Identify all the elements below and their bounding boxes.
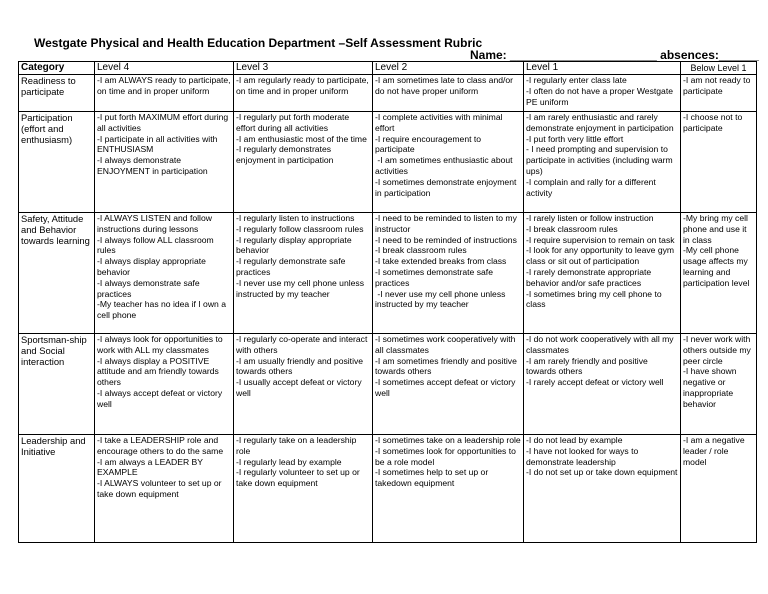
criteria-cell-below-level-1 — [681, 334, 757, 435]
category-cell: Safety, Attitude and Behavior towards learning — [19, 213, 95, 334]
criteria-line: -I ALWAYS volunteer to set up or take down equipment — [97, 478, 224, 499]
criteria-cell-level-2 — [373, 435, 524, 543]
table-row — [19, 75, 757, 112]
column-header-below-level-1: Below Level 1 — [681, 62, 757, 75]
criteria-cell-level-4 — [95, 75, 234, 112]
criteria-line: -I am rarely friendly and positive towards others — [526, 355, 651, 377]
criteria-line: -I sometimes help to set up or takedown equipment — [375, 467, 491, 489]
criteria-line: -I rarely listen or follow instruction — [526, 213, 654, 223]
table-row — [19, 435, 757, 543]
criteria-line: -I sometimes look for opportunities to be a role model — [375, 445, 519, 467]
criteria-cell-level-4 — [95, 213, 234, 334]
criteria-line: -I break classroom rules — [526, 223, 618, 234]
criteria-line: -I do not work cooperatively with all my classmates — [526, 334, 676, 355]
criteria-line: -I always demonstrate ENJOYMENT in participation — [97, 155, 208, 176]
criteria-line: -I sometimes take on a leadership role — [375, 435, 521, 445]
criteria-line: -I have not looked for ways to demonstrate leadership — [526, 445, 641, 467]
rubric-table — [18, 61, 757, 543]
criteria-cell-level-3 — [234, 435, 373, 543]
column-header-level-1: Level 1 — [524, 62, 681, 75]
criteria-cell-below-level-1 — [681, 112, 757, 213]
criteria-line: -I require supervision to remain on task — [526, 234, 675, 245]
column-header-category: Category — [19, 62, 95, 75]
criteria-cell-level-4 — [95, 334, 234, 435]
criteria-line: -I sometimes work cooperatively with all classmates — [375, 334, 518, 355]
criteria-line: -I am regularly ready to participate, on time and in proper uniform — [236, 75, 372, 96]
criteria-cell-level-3 — [234, 112, 373, 213]
criteria-cell-below-level-1 — [681, 435, 757, 543]
criteria-line: -I look for any opportunity to leave gym class or sit out of participation — [526, 245, 677, 267]
criteria-cell-level-2 — [373, 213, 524, 334]
criteria-line: -I am sometimes friendly and positive towards others — [375, 355, 520, 377]
criteria-line: -I am ALWAYS ready to participate, on time and in proper uniform — [97, 75, 233, 96]
criteria-line: -I participate in all activities with ENTHUSIASM — [97, 133, 220, 155]
criteria-line: -I need to be reminded of instructions — [375, 234, 517, 245]
criteria-cell-level-3 — [234, 75, 373, 112]
criteria-line: -I take a LEADERSHIP role and encourage others to do the same — [97, 435, 224, 456]
criteria-cell-level-4 — [95, 112, 234, 213]
criteria-line: -I regularly volunteer to set up or take down equipment — [236, 467, 363, 489]
category-cell: Leadership and Initiative — [19, 435, 95, 543]
criteria-line: -I am sometimes late to class and/or do not have proper uniform — [375, 75, 516, 96]
criteria-line: -I regularly follow classroom rules — [236, 223, 364, 234]
criteria-line: -I complain and rally for a different activity — [526, 176, 659, 198]
criteria-line: -I have shown negative or inappropriate behavior — [683, 366, 739, 409]
criteria-cell-level-1 — [524, 213, 681, 334]
name-absences-line: Name: ______________________ absences:______ — [470, 48, 759, 62]
criteria-line: -I need to be reminded to listen to my instructor — [375, 213, 520, 234]
criteria-cell-level-2 — [373, 112, 524, 213]
column-header-level-4: Level 4 — [95, 62, 234, 75]
criteria-line: -I always follow ALL classroom rules — [97, 234, 217, 256]
criteria-line: -I regularly lead by example — [236, 456, 342, 467]
criteria-line: -I regularly take on a leadership role — [236, 435, 359, 456]
criteria-cell-level-3 — [234, 213, 373, 334]
criteria-line: -I am rarely enthusiastic and rarely demonstrate enjoyment in participation — [526, 112, 674, 133]
criteria-cell-below-level-1 — [681, 75, 757, 112]
criteria-line: -I am sometimes enthusiastic about activities — [375, 155, 515, 176]
criteria-line: -I regularly display appropriate behavior — [236, 234, 354, 256]
table-row — [19, 334, 757, 435]
criteria-line: -I always accept defeat or victory well — [97, 387, 225, 409]
criteria-line: -I regularly demonstrate safe practices — [236, 256, 348, 277]
criteria-line: -I am a negative leader / role model — [683, 435, 748, 467]
criteria-line: -I always display appropriate behavior — [97, 256, 209, 277]
criteria-cell-below-level-1 — [681, 213, 757, 334]
category-cell: Participation (effort and enthusiasm) — [19, 112, 95, 213]
criteria-cell-level-3 — [234, 334, 373, 435]
category-cell: Readiness to participate — [19, 75, 95, 112]
criteria-line: -I put forth very little effort — [526, 133, 624, 144]
criteria-line: -I break classroom rules — [375, 245, 467, 256]
criteria-line: -I ALWAYS LISTEN and follow instructions during lessons — [97, 213, 215, 234]
criteria-line: -I always look for opportunities to work with ALL my classmates — [97, 334, 226, 355]
criteria-line: -I am always a LEADER BY EXAMPLE — [97, 456, 206, 478]
table-row — [19, 213, 757, 334]
criteria-line: -I usually accept defeat or victory well — [236, 377, 365, 398]
criteria-line: -I rarely accept defeat or victory well — [526, 377, 664, 388]
criteria-line: -I am usually friendly and positive towards others — [236, 355, 366, 377]
criteria-line: -I complete activities with minimal effort — [375, 112, 505, 133]
criteria-line: - I need prompting and supervision to participate in activities (including warm ups) — [526, 144, 676, 176]
rubric-title: Westgate Physical and Health Education Department –Self Assessment Rubric — [34, 36, 483, 50]
criteria-line: -I regularly put forth moderate effort during all activities — [236, 112, 352, 133]
criteria-line: -I never use my cell phone unless instructed by my teacher — [375, 288, 508, 310]
table-header-row — [19, 62, 757, 75]
column-header-level-2: Level 2 — [373, 62, 524, 75]
criteria-cell-level-1 — [524, 334, 681, 435]
criteria-line: -I regularly co-operate and interact with others — [236, 334, 370, 355]
criteria-cell-level-4 — [95, 435, 234, 543]
criteria-line: -I regularly demonstrates enjoyment in participation — [236, 144, 334, 166]
criteria-line: -I choose not to participate — [683, 112, 745, 133]
criteria-cell-level-1 — [524, 112, 681, 213]
category-cell: Sportsman-ship and Social interaction — [19, 334, 95, 435]
criteria-line: -I take extended breaks from class — [375, 256, 507, 267]
criteria-line: -I always demonstrate safe practices — [97, 277, 203, 299]
criteria-line: -I do not set up or take down equipment — [526, 467, 678, 478]
criteria-line: -I put forth MAXIMUM effort during all activities — [97, 112, 231, 133]
criteria-line: -I rarely demonstrate appropriate behavior and/or safe practices — [526, 266, 654, 288]
criteria-line: -I always display a POSITIVE attitude and am friendly towards others — [97, 355, 222, 388]
criteria-line: -I regularly listen to instructions — [236, 213, 355, 223]
criteria-line: -My cell phone usage affects my learning and participation level — [683, 245, 751, 288]
criteria-line: -I require encouragement to participate — [375, 133, 484, 155]
column-header-level-3: Level 3 — [234, 62, 373, 75]
criteria-line: -I do not lead by example — [526, 435, 623, 445]
criteria-line: -I am enthusiastic most of the time — [236, 133, 367, 144]
criteria-line: -I regularly enter class late — [526, 75, 627, 85]
criteria-line: -I never use my cell phone unless instructed by my teacher — [236, 277, 367, 299]
criteria-line: -My bring my cell phone and use it in class — [683, 213, 751, 245]
criteria-line: -My teacher has no idea if I own a cell phone — [97, 299, 229, 321]
criteria-line: -I sometimes bring my cell phone to class — [526, 288, 665, 310]
criteria-line: -I sometimes demonstrate safe practices — [375, 266, 496, 288]
criteria-line: -I sometimes accept defeat or victory well — [375, 377, 518, 398]
criteria-cell-level-2 — [373, 334, 524, 435]
criteria-cell-level-1 — [524, 75, 681, 112]
criteria-cell-level-1 — [524, 435, 681, 543]
criteria-line: -I am not ready to participate — [683, 75, 753, 96]
criteria-line: -I sometimes demonstrate enjoyment in participation — [375, 176, 519, 198]
criteria-line: -I often do not have a proper Westgate PE uniform — [526, 85, 676, 107]
table-row — [19, 112, 757, 213]
criteria-cell-level-2 — [373, 75, 524, 112]
criteria-line: -I never work with others outside my peer circle — [683, 334, 754, 366]
